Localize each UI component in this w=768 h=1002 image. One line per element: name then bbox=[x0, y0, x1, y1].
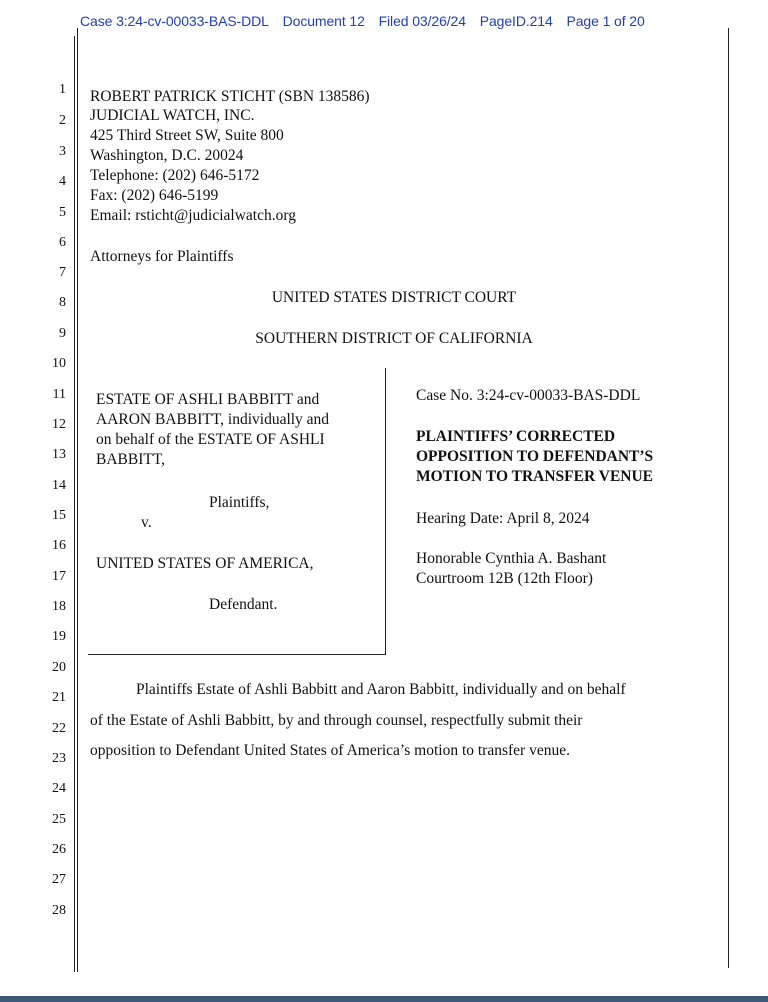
header-document: Document 12 bbox=[282, 13, 365, 29]
attorney-telephone: Telephone: (202) 646-5172 bbox=[90, 167, 260, 184]
caption-plaintiffs-line: on behalf of the ESTATE OF ASHLI bbox=[96, 431, 325, 448]
attorney-fax: Fax: (202) 646-5199 bbox=[90, 187, 219, 204]
caption-plaintiffs-line: BABBITT, bbox=[96, 451, 166, 468]
hearing-date: Hearing Date: April 8, 2024 bbox=[416, 510, 590, 527]
right-margin-rule bbox=[728, 28, 729, 968]
attorney-name: ROBERT PATRICK STICHT (SBN 138586) bbox=[90, 88, 370, 105]
line-number: 22 bbox=[52, 721, 66, 736]
line-number: 23 bbox=[52, 751, 66, 766]
line-number: 1 bbox=[59, 82, 66, 97]
caption-versus: v. bbox=[141, 514, 152, 531]
body-line: opposition to Defendant United States of America’s motion to transfer venue. bbox=[90, 742, 570, 759]
line-number: 24 bbox=[52, 781, 66, 796]
line-number: 17 bbox=[52, 569, 66, 584]
header-case-number: Case 3:24-cv-00033-BAS-DDL bbox=[80, 13, 269, 29]
attorney-firm: JUDICIAL WATCH, INC. bbox=[90, 107, 255, 124]
line-number: 12 bbox=[52, 417, 66, 432]
line-number: 13 bbox=[52, 447, 66, 462]
header-filed-date: Filed 03/26/24 bbox=[378, 13, 466, 29]
line-number: 7 bbox=[59, 265, 66, 280]
attorney-role: Attorneys for Plaintiffs bbox=[90, 248, 234, 265]
line-number: 2 bbox=[59, 113, 66, 128]
header-pageid: PageID.214 bbox=[479, 13, 553, 29]
caption-vertical-rule bbox=[385, 368, 386, 655]
courtroom: Courtroom 12B (12th Floor) bbox=[416, 570, 593, 587]
line-number: 16 bbox=[52, 538, 66, 553]
line-number: 3 bbox=[59, 144, 66, 159]
line-number: 11 bbox=[52, 387, 66, 402]
line-number: 19 bbox=[52, 629, 66, 644]
line-number: 21 bbox=[52, 690, 66, 705]
line-number: 27 bbox=[52, 872, 66, 887]
caption-defendant-name: UNITED STATES OF AMERICA, bbox=[96, 555, 314, 572]
attorney-email: Email: rsticht@judicialwatch.org bbox=[90, 207, 296, 224]
line-number: 25 bbox=[52, 812, 66, 827]
filing-header bbox=[80, 13, 655, 29]
attorney-address-line1: 425 Third Street SW, Suite 800 bbox=[90, 127, 284, 144]
caption-horizontal-rule bbox=[88, 654, 386, 655]
line-number: 9 bbox=[59, 326, 66, 341]
body-line: Plaintiffs Estate of Ashli Babbitt and Aaron Babbitt, individually and on behalf bbox=[136, 681, 626, 698]
attorney-address-line2: Washington, D.C. 20024 bbox=[90, 147, 244, 164]
document-title-line: PLAINTIFFS’ CORRECTED bbox=[416, 428, 616, 445]
caption-plaintiffs-line: ESTATE OF ASHLI BABBITT and bbox=[96, 391, 320, 408]
line-number: 10 bbox=[52, 356, 66, 371]
line-number: 4 bbox=[59, 174, 66, 189]
viewer-bottom-bar bbox=[0, 996, 768, 1002]
line-number: 15 bbox=[52, 508, 66, 523]
body-line: of the Estate of Ashli Babbitt, by and through counsel, respectfully submit their bbox=[90, 712, 583, 729]
line-number: 26 bbox=[52, 842, 66, 857]
court-district: SOUTHERN DISTRICT OF CALIFORNIA bbox=[255, 330, 533, 347]
court-name: UNITED STATES DISTRICT COURT bbox=[271, 289, 517, 306]
header-page-count: Page 1 of 20 bbox=[566, 13, 645, 29]
line-number: 14 bbox=[52, 478, 66, 493]
line-number: 5 bbox=[59, 205, 66, 220]
case-number: Case No. 3:24-cv-00033-BAS-DDL bbox=[416, 387, 641, 404]
caption-defendant-label: Defendant. bbox=[209, 596, 278, 613]
left-margin-rule-inner bbox=[77, 28, 78, 972]
document-title-line: OPPOSITION TO DEFENDANT’S bbox=[416, 448, 654, 465]
judge-name: Honorable Cynthia A. Bashant bbox=[416, 550, 607, 567]
caption-plaintiffs-line: AARON BABBITT, individually and bbox=[96, 411, 330, 428]
line-number: 18 bbox=[52, 599, 66, 614]
line-number: 6 bbox=[59, 235, 66, 250]
line-number: 8 bbox=[59, 295, 66, 310]
caption-plaintiffs-label: Plaintiffs, bbox=[209, 494, 270, 511]
line-number: 20 bbox=[52, 660, 66, 675]
document-title-line: MOTION TO TRANSFER VENUE bbox=[416, 468, 654, 485]
left-margin-rule bbox=[74, 36, 75, 972]
line-number: 28 bbox=[52, 903, 66, 918]
